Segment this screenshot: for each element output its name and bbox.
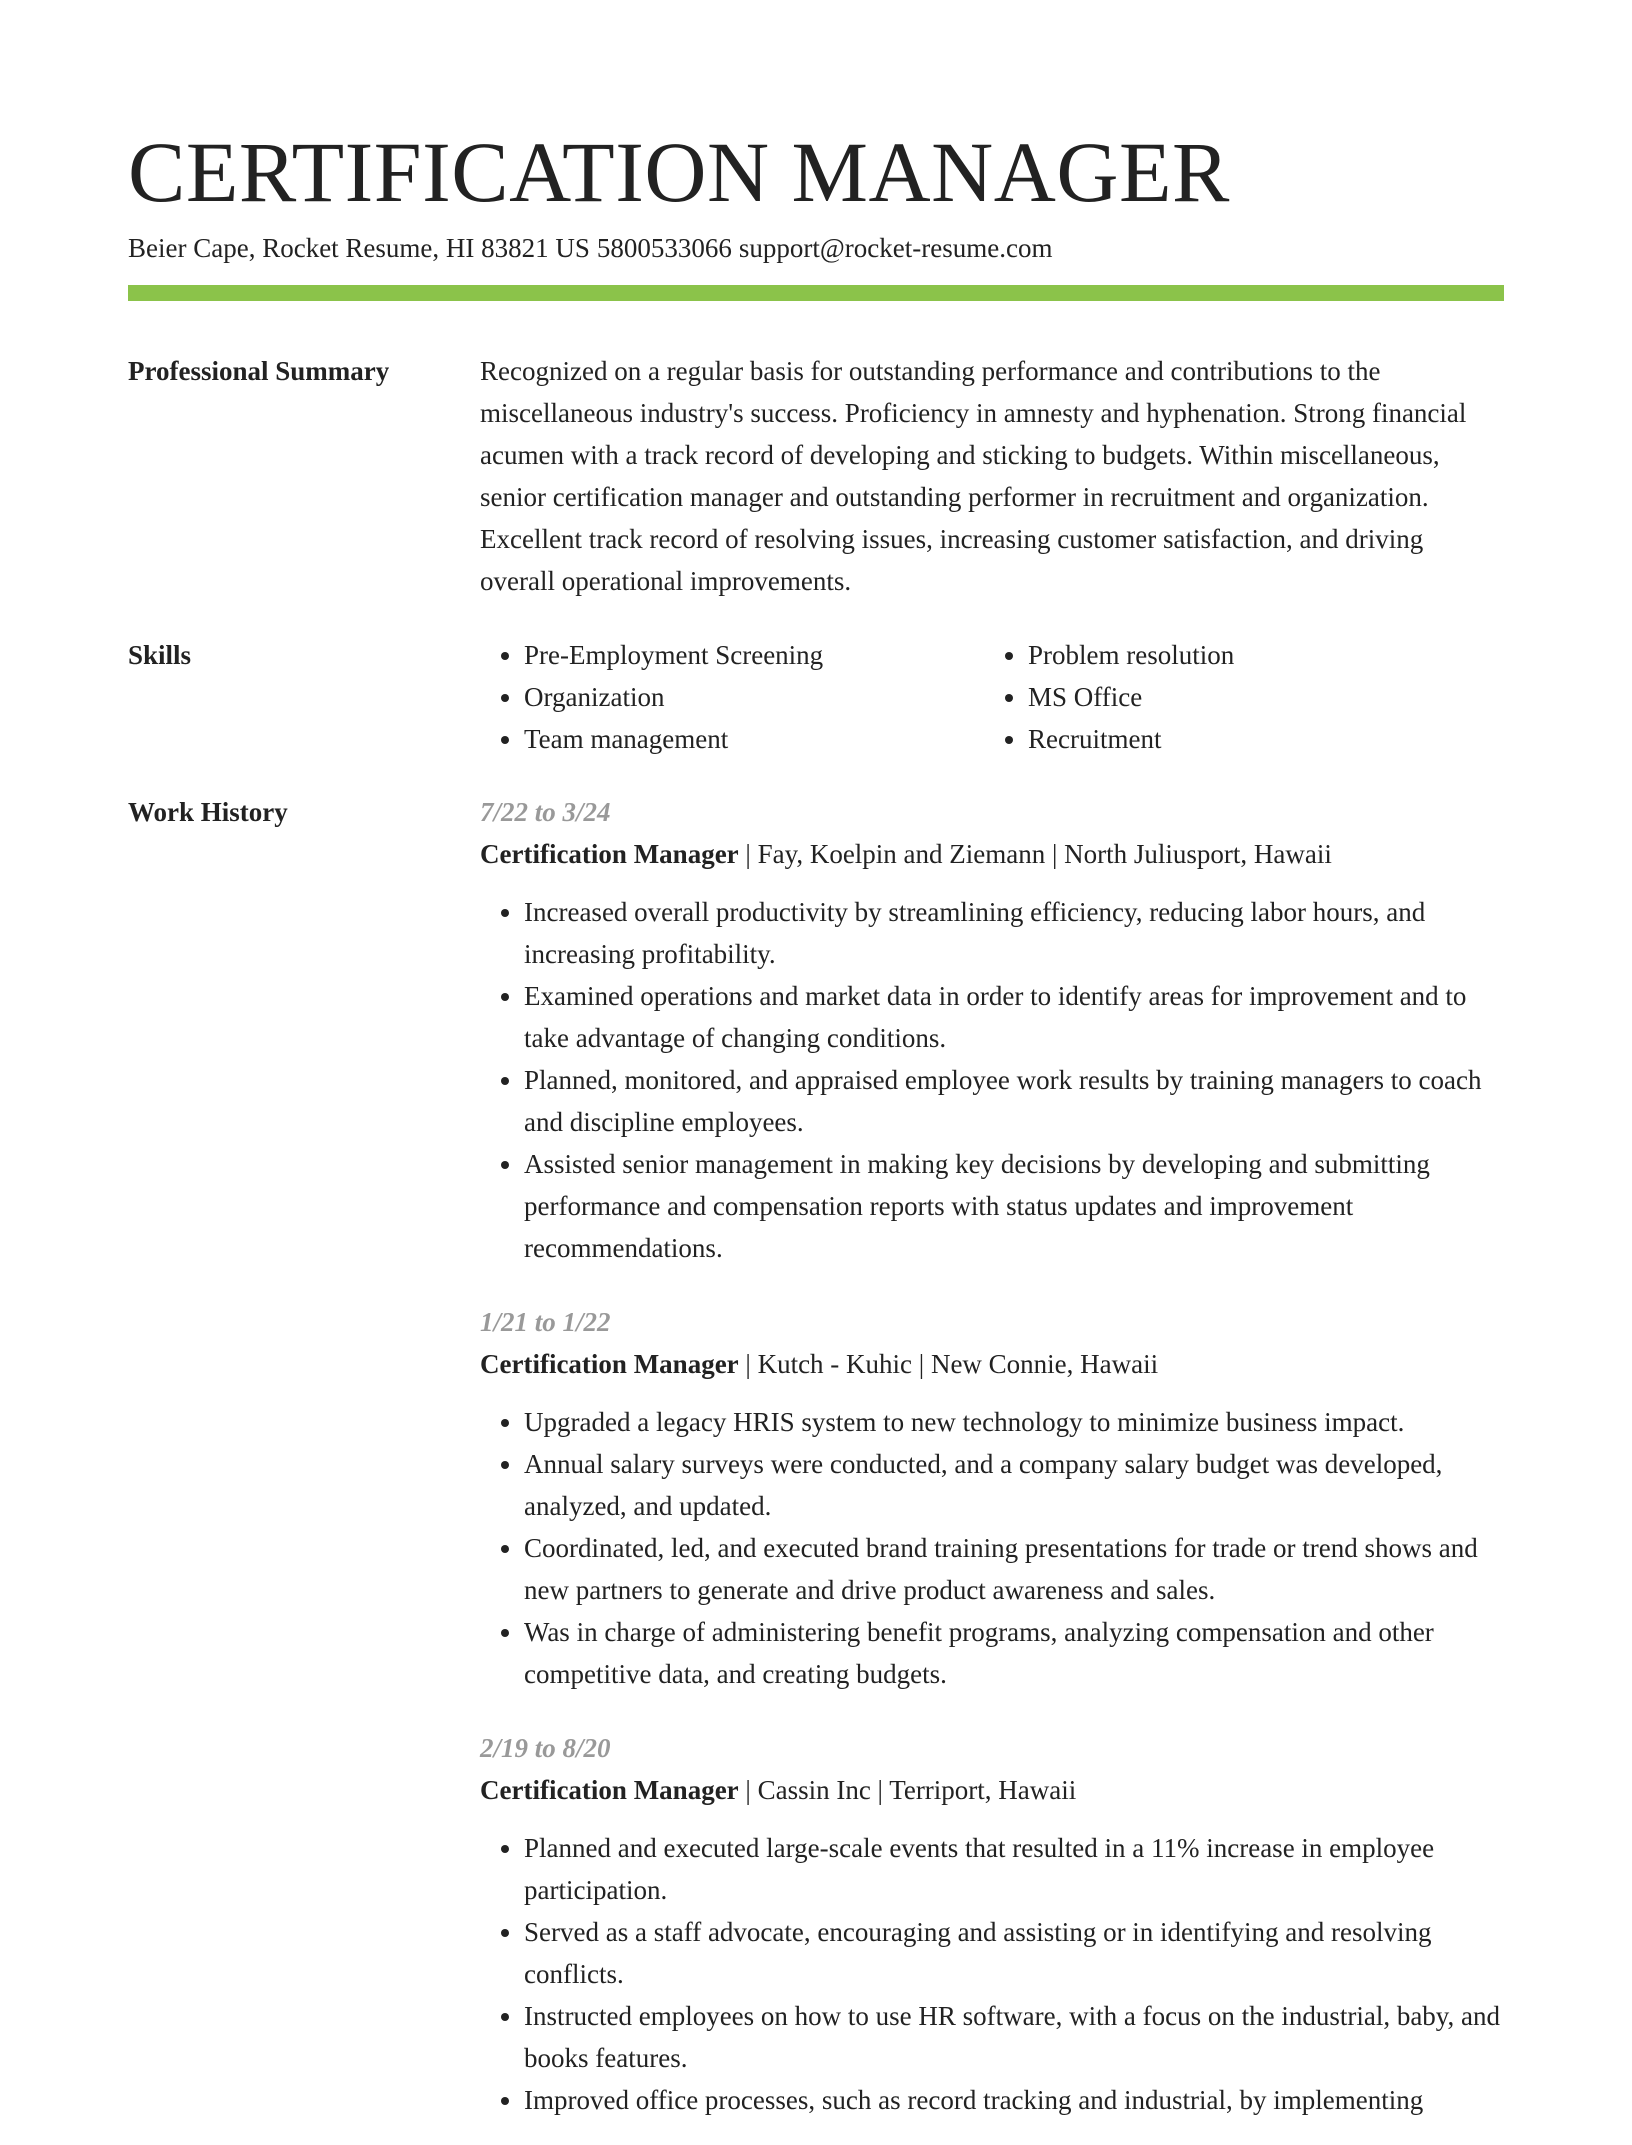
job-details: | Kutch - Kuhic | New Connie, Hawaii [738, 1349, 1159, 1379]
job-bullet: • Planned, monitored, and appraised employee work results by training managers to coach and discipline employees. [524, 1059, 1504, 1143]
job-bullet: • Increased overall productivity by streamlining efficiency, reducing labor hours, and increasing profitability. [524, 891, 1504, 975]
job-bullet: • Coordinated, led, and executed brand training presentations for trade or trend shows and new partners to generate and drive product awareness and sales. [524, 1527, 1504, 1611]
job-bullet: • Improved office processes, such as record tracking and industrial, by implementing [524, 2079, 1504, 2121]
job-title-line [480, 1769, 1504, 1811]
contact-line [128, 230, 1059, 266]
contact-phone: 5800533066 [596, 233, 732, 263]
skill-item: • Organization [524, 676, 984, 718]
job-date: 1/21 to 1/22 [480, 1307, 611, 1337]
job-bullet: • Was in charge of administering benefit programs, analyzing compensation and other competitive data, and creating budgets. [524, 1611, 1504, 1695]
skills-list-right [984, 634, 1488, 760]
job-bullet: • Examined operations and market data in order to identify areas for improvement and to take advantage of changing conditions. [524, 975, 1504, 1059]
job-bullet: • Planned and executed large-scale events that resulted in a 11% increase in employee participation. [524, 1827, 1504, 1911]
skills-heading: Skills [128, 640, 192, 670]
work-history-body [480, 791, 1504, 2145]
job-date: 2/19 to 8/20 [480, 1733, 611, 1763]
contact-email: support@rocket-resume.com [738, 233, 1053, 263]
job-title: Certification Manager [480, 839, 739, 869]
job-bullet: • Assisted senior management in making key decisions by developing and submitting performance and compensation reports with status updates and improvement recommendations. [524, 1143, 1504, 1269]
job-details: | Fay, Koelpin and Ziemann | North Juliusport, Hawaii [738, 839, 1332, 869]
summary-text: Recognized on a regular basis for outstanding performance and contributions to the miscellaneous industry's success. Proficiency in amnesty and hyphenation. Strong financial acumen with a track record of developing and sticking to budgets. Within miscellaneous, senior certification manager and outstanding performer in recruitment and organization. Excellent track record of resolving issues, increasing customer satisfaction, and driving overall operational improvements. [480, 356, 1467, 596]
job-title-line [480, 833, 1504, 875]
summary-heading: Professional Summary [128, 356, 390, 386]
job-bullets [480, 1401, 1504, 1695]
job-bullets [480, 1827, 1504, 2121]
skill-item: • MS Office [1028, 676, 1488, 718]
skill-item: • Problem resolution [1028, 634, 1488, 676]
job-entry [480, 1727, 1504, 2121]
skills-list-left [480, 634, 984, 760]
job-date: 7/22 to 3/24 [480, 797, 611, 827]
job-bullet: • Served as a staff advocate, encouraging and assisting or in identifying and resolving conflicts. [524, 1911, 1504, 1995]
job-title: Certification Manager [480, 1349, 739, 1379]
work-history-heading: Work History [128, 797, 288, 827]
skills-body [480, 634, 1504, 760]
skill-item: • Pre-Employment Screening [524, 634, 984, 676]
header-divider [128, 285, 1504, 301]
job-details: | Cassin Inc | Terriport, Hawaii [738, 1775, 1077, 1805]
job-entry [480, 1301, 1504, 1695]
job-title: Certification Manager [480, 1775, 739, 1805]
job-bullet: • Instructed employees on how to use HR software, with a focus on the industrial, baby, and books features. [524, 1995, 1504, 2079]
summary-body [480, 350, 1504, 602]
job-entry [480, 791, 1504, 1269]
job-bullet: • Annual salary surveys were conducted, and a company salary budget was developed, analyzed, and updated. [524, 1443, 1504, 1527]
contact-address: Beier Cape, Rocket Resume, HI 83821 US [128, 233, 590, 263]
page-title: CERTIFICATION MANAGER [128, 124, 1230, 220]
skill-item: • Recruitment [1028, 718, 1488, 760]
skills-columns [480, 634, 1504, 760]
job-title-line [480, 1343, 1504, 1385]
job-bullet: • Upgraded a legacy HRIS system to new technology to minimize business impact. [524, 1401, 1504, 1443]
job-bullets [480, 891, 1504, 1269]
skill-item: • Team management [524, 718, 984, 760]
